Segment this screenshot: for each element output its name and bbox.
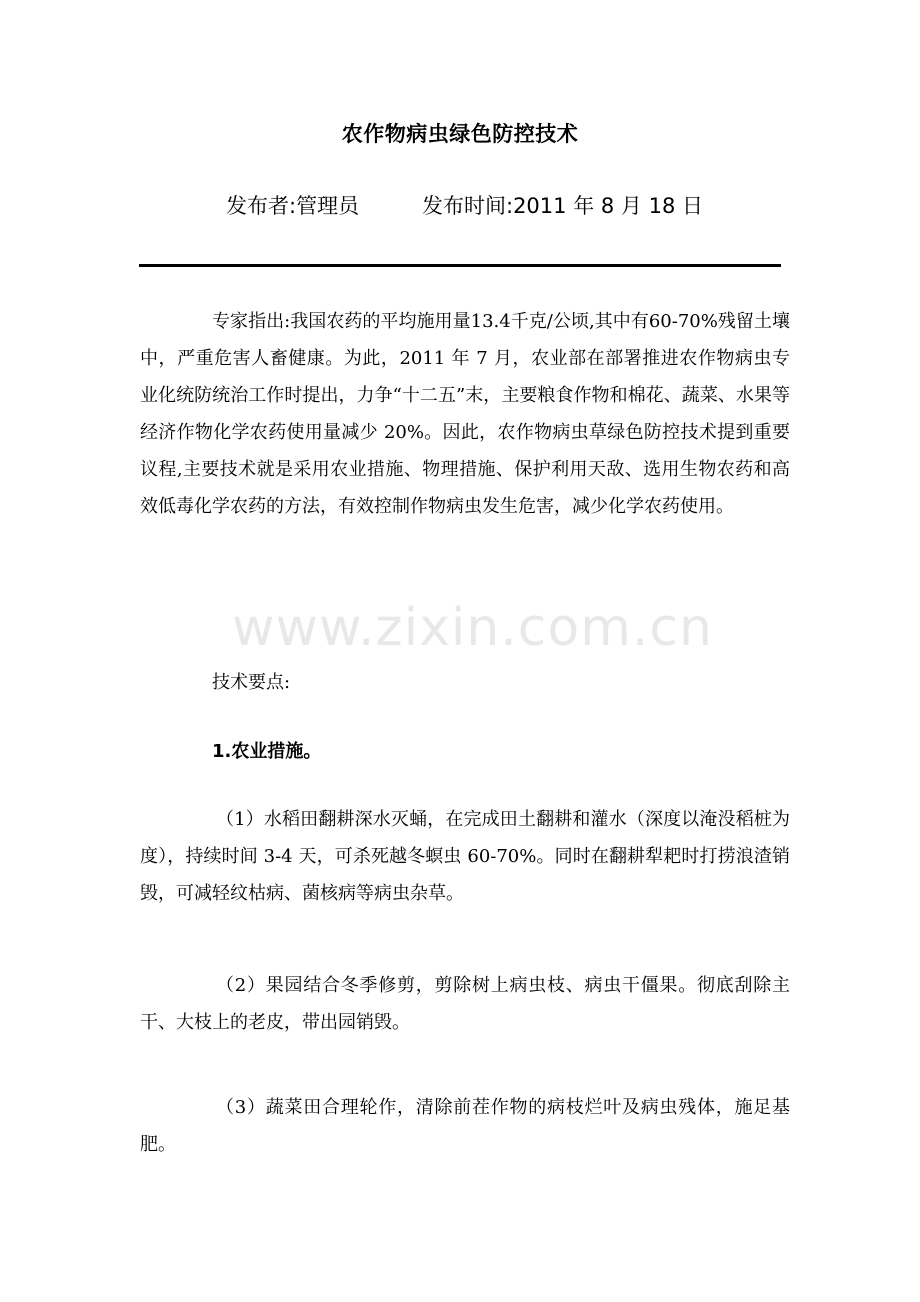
key-points-label: 技术要点: — [212, 672, 291, 693]
list-item-orchard: （2）果园结合冬季修剪，剪除树上病虫枝、病虫干僵果。彻底刮除主干、大枝上的老皮，带出园销毁。 — [140, 975, 790, 1033]
header-divider — [139, 264, 781, 267]
list-item-vegetable-field: （3）蔬菜田合理轮作，清除前茬作物的病枝烂叶及病虫残体，施足基肥。 — [140, 1097, 790, 1155]
watermark: www.zixin.com.cn — [232, 598, 713, 658]
document-title: 农作物病虫绿色防控技术 — [341, 122, 579, 146]
section-heading-agricultural-measures: 1.农业措施。 — [212, 741, 322, 762]
publisher-label: 发布者:管理员 — [226, 194, 360, 218]
publish-time-label: 发布时间:2011 年 8 月 18 日 — [422, 194, 703, 218]
intro-paragraph: 专家指出:我国农药的平均施用量13.4千克/公顷,其中有60-70%残留土壤中，严重危害人畜健康。为此，2011 年 7 月，农业部在部署推进农作物病虫专业化统防统治工作时提出，力争“十二五”末，主要粮食作物和棉花、蔬菜、水果等经济作物化学农药使用量减少 20%。因此，农作物病虫草绿色防控技术提到重要议程,主要技术就是采用农业措施、物理措施、保护利用天敌、选用生物农药和高效低毒化学农药的方法，有效控制作物病虫发生危害，减少化学农药使用。 — [140, 311, 790, 517]
list-item-rice-field: （1）水稻田翻耕深水灭蛹，在完成田土翻耕和灌水（深度以淹没稻桩为度），持续时间 3-4 天，可杀死越冬螟虫 60-70%。同时在翻耕犁耙时打捞浪渣销毁，可减轻纹枯病、菌核病等病虫杂草。 — [140, 809, 790, 904]
